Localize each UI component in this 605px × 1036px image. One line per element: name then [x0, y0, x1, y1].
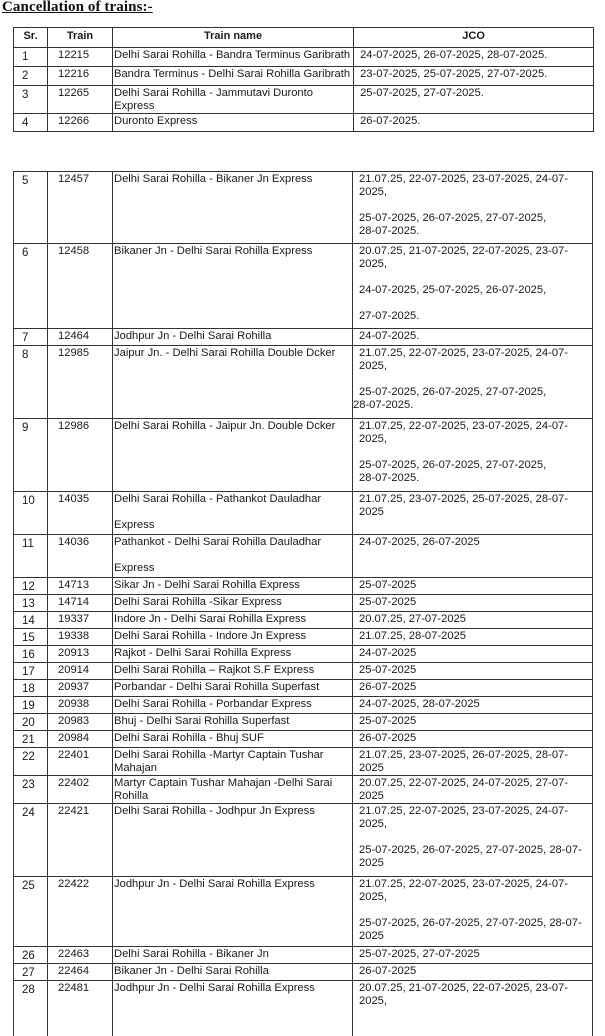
train-number-cell: 20937	[48, 680, 113, 697]
train-name-cell	[113, 731, 353, 748]
train-name-cell	[113, 776, 353, 804]
jco-date-line: 25-07-2025, 26-07-2025, 27-07-2025, 28-07-	[359, 917, 582, 929]
table-row	[14, 86, 594, 114]
train-name-line: Rohilla	[114, 790, 149, 802]
serial-number-cell: 3	[14, 86, 48, 114]
jco-dates-cell	[353, 578, 593, 595]
train-name-line: Bikaner Jn - Delhi Sarai Rohilla Express	[114, 245, 313, 257]
jco-date-line: 28-07-2025.	[359, 472, 420, 484]
jco-dates-cell	[353, 492, 593, 535]
jco-dates-cell	[353, 346, 593, 419]
jco-date-line: 2025	[359, 930, 384, 942]
train-name-line: Jodhpur Jn - Delhi Sarai Rohilla	[114, 330, 272, 342]
header-jco: JCO	[354, 28, 594, 48]
train-name-cell	[113, 86, 354, 114]
jco-date-line	[359, 904, 589, 917]
table-row	[14, 981, 593, 1036]
serial-number-cell: 27	[14, 964, 48, 981]
cancellation-table-part-1	[13, 27, 594, 132]
header-train: Train	[48, 28, 113, 48]
jco-dates-cell	[353, 419, 593, 492]
train-number-cell: 22464	[48, 964, 113, 981]
table-row	[14, 629, 593, 646]
serial-number-cell: 28	[14, 981, 48, 1036]
jco-dates-cell	[353, 329, 593, 346]
table-row	[14, 776, 593, 804]
serial-number-cell: 15	[14, 629, 48, 646]
page-title: Cancellation of trains:-	[2, 0, 153, 15]
jco-date-line: 25-07-2025, 27-07-2025	[359, 948, 480, 960]
train-name-line: Delhi Sarai Rohilla -Martyr Captain Tushar	[114, 749, 324, 761]
jco-date-line: 24-07-2025, 26-07-2025, 28-07-2025.	[360, 49, 548, 61]
jco-date-line: 21.07.25, 22-07-2025, 23-07-2025, 24-07-	[359, 173, 568, 185]
train-number-cell: 20938	[48, 697, 113, 714]
jco-date-line: 2025	[359, 506, 384, 518]
train-number-cell: 22421	[48, 804, 113, 877]
jco-dates-cell	[354, 114, 594, 132]
serial-number-cell: 26	[14, 947, 48, 964]
serial-number-cell: 17	[14, 663, 48, 680]
jco-date-line: 20.07.25, 21-07-2025, 22-07-2025, 23-07-	[359, 982, 568, 994]
serial-number-cell: 12	[14, 578, 48, 595]
serial-number-cell: 10	[14, 492, 48, 535]
serial-number-cell: 21	[14, 731, 48, 748]
train-name-line: Porbandar - Delhi Sarai Rohilla Superfast	[114, 681, 320, 693]
train-name-line: Sikar Jn - Delhi Sarai Rohilla Express	[114, 579, 300, 591]
serial-number-cell: 25	[14, 877, 48, 947]
train-name-cell	[113, 877, 353, 947]
serial-number-cell: 7	[14, 329, 48, 346]
train-name-line: Delhi Sarai Rohilla - Jaipur Jn. Double Dcker	[114, 420, 336, 432]
serial-number-cell: 5	[14, 172, 48, 244]
table-row	[14, 535, 593, 578]
train-number-cell: 12216	[48, 67, 113, 86]
jco-dates-cell	[353, 776, 593, 804]
train-name-cell	[113, 595, 353, 612]
jco-date-line: 25-07-2025, 26-07-2025, 27-07-2025,	[359, 386, 547, 398]
train-name-line: Delhi Sarai Rohilla -Sikar Express	[114, 596, 282, 608]
train-name-cell	[113, 535, 353, 578]
jco-date-line	[359, 199, 589, 212]
serial-number-cell: 18	[14, 680, 48, 697]
train-number-cell: 12458	[48, 244, 113, 329]
table-row	[14, 419, 593, 492]
train-number-cell: 14036	[48, 535, 113, 578]
table-row	[14, 731, 593, 748]
jco-dates-cell	[353, 731, 593, 748]
jco-dates-cell	[353, 629, 593, 646]
table-row	[14, 48, 594, 67]
train-number-cell: 22402	[48, 776, 113, 804]
train-name-cell	[113, 947, 353, 964]
train-name-line: Bikaner Jn - Delhi Sarai Rohilla	[114, 965, 269, 977]
train-name-line: Express	[114, 562, 155, 574]
jco-date-line: 25-07-2025	[359, 579, 417, 591]
train-number-cell: 20913	[48, 646, 113, 663]
jco-date-line: 2025,	[359, 891, 387, 903]
serial-number-cell: 23	[14, 776, 48, 804]
train-name-cell	[113, 244, 353, 329]
jco-dates-cell	[354, 48, 594, 67]
jco-date-line: 26-07-2025	[359, 681, 417, 693]
train-number-cell: 20983	[48, 714, 113, 731]
serial-number-cell: 2	[14, 67, 48, 86]
train-name-cell	[113, 67, 354, 86]
train-name-line: Martyr Captain Tushar Mahajan -Delhi Sarai	[114, 777, 333, 789]
train-name-cell	[113, 697, 353, 714]
train-name-line: Pathankot - Delhi Sarai Rohilla Dauladhar	[114, 536, 322, 548]
train-number-cell: 20914	[48, 663, 113, 680]
jco-date-line: 2025	[359, 790, 384, 802]
table-row	[14, 492, 593, 535]
jco-date-line: 26-07-2025	[359, 732, 417, 744]
table-row	[14, 595, 593, 612]
jco-dates-cell	[353, 947, 593, 964]
train-number-cell: 14035	[48, 492, 113, 535]
jco-date-line: 2025,	[359, 360, 387, 372]
jco-dates-cell	[353, 172, 593, 244]
jco-dates-cell	[353, 964, 593, 981]
train-number-cell: 19337	[48, 612, 113, 629]
serial-number-cell: 8	[14, 346, 48, 419]
jco-dates-cell	[353, 804, 593, 877]
train-number-cell: 12265	[48, 86, 113, 114]
jco-date-line: 2025,	[359, 818, 387, 830]
train-number-cell: 22463	[48, 947, 113, 964]
train-number-cell: 19338	[48, 629, 113, 646]
jco-dates-cell	[353, 663, 593, 680]
jco-date-line: 25-07-2025, 27-07-2025.	[360, 87, 484, 99]
serial-number-cell: 13	[14, 595, 48, 612]
serial-number-cell: 9	[14, 419, 48, 492]
jco-date-line: 25-07-2025, 26-07-2025, 27-07-2025, 28-07-	[359, 844, 582, 856]
train-name-line: Mahajan	[114, 762, 157, 774]
jco-date-line: 20.07.25, 22-07-2025, 24-07-2025, 27-07-	[359, 777, 568, 789]
jco-date-line: 26-07-2025.	[360, 115, 421, 127]
train-name-cell	[113, 329, 353, 346]
jco-date-line: 25-07-2025, 26-07-2025, 27-07-2025,	[359, 459, 547, 471]
jco-dates-cell	[353, 877, 593, 947]
train-name-line: Delhi Sarai Rohilla - Bhuj SUF	[114, 732, 264, 744]
train-name-cell	[113, 646, 353, 663]
train-name-cell	[113, 748, 353, 776]
jco-date-line: 24-07-2025	[359, 647, 417, 659]
train-name-cell	[113, 612, 353, 629]
train-number-cell: 14714	[48, 595, 113, 612]
jco-date-line: 25-07-2025	[359, 715, 417, 727]
train-name-cell	[113, 680, 353, 697]
train-name-line: Delhi Sarai Rohilla - Bandra Terminus Garibrath	[114, 49, 351, 61]
jco-dates-cell	[353, 714, 593, 731]
train-number-cell: 12986	[48, 419, 113, 492]
jco-dates-cell	[354, 67, 594, 86]
jco-date-line: 2025	[359, 762, 384, 774]
train-number-cell: 12985	[48, 346, 113, 419]
train-number-cell: 22481	[48, 981, 113, 1036]
train-name-line: Delhi Sarai Rohilla - Jodhpur Jn Express	[114, 805, 315, 817]
serial-number-cell: 14	[14, 612, 48, 629]
jco-date-line: 21.07.25, 22-07-2025, 23-07-2025, 24-07-	[359, 805, 568, 817]
jco-date-line: 21.07.25, 22-07-2025, 23-07-2025, 24-07-	[359, 347, 568, 359]
table-row	[14, 877, 593, 947]
jco-dates-cell	[354, 86, 594, 114]
serial-number-cell: 24	[14, 804, 48, 877]
serial-number-cell: 11	[14, 535, 48, 578]
jco-date-line: 25-07-2025	[359, 664, 417, 676]
jco-date-line: 24-07-2025, 26-07-2025	[359, 536, 480, 548]
table-row	[14, 804, 593, 877]
train-name-cell	[113, 419, 353, 492]
train-name-line: Delhi Sarai Rohilla - Porbandar Express	[114, 698, 312, 710]
train-name-cell	[113, 981, 353, 1036]
train-name-cell	[113, 804, 353, 877]
jco-date-line: 2025,	[359, 258, 387, 270]
jco-dates-cell	[353, 697, 593, 714]
jco-date-line: 20.07.25, 21-07-2025, 22-07-2025, 23-07-	[359, 245, 568, 257]
jco-date-line	[359, 271, 589, 284]
table-row	[14, 663, 593, 680]
jco-date-line: 21.07.25, 22-07-2025, 23-07-2025, 24-07-	[359, 420, 568, 432]
jco-date-line: 25-07-2025	[359, 596, 417, 608]
serial-number-cell: 1	[14, 48, 48, 67]
train-name-line: Indore Jn - Delhi Sarai Rohilla Express	[114, 613, 307, 625]
jco-date-line: 26-07-2025	[359, 965, 417, 977]
jco-date-line	[359, 446, 589, 459]
train-name-line: Express	[114, 519, 155, 531]
jco-date-line: 28-07-2025.	[359, 225, 420, 237]
train-name-line: Duronto Express	[114, 115, 198, 127]
table-row	[14, 329, 593, 346]
table-row	[14, 612, 593, 629]
jco-dates-cell	[353, 244, 593, 329]
train-name-line: Delhi Sarai Rohilla - Bikaner Jn Express	[114, 173, 313, 185]
serial-number-cell: 16	[14, 646, 48, 663]
table-row	[14, 714, 593, 731]
jco-dates-cell	[353, 748, 593, 776]
jco-date-line: 2025,	[359, 995, 387, 1007]
train-name-line: Delhi Sarai Rohilla - Pathankot Dauladhar	[114, 493, 322, 505]
train-number-cell: 22401	[48, 748, 113, 776]
jco-date-line	[359, 373, 589, 386]
jco-date-line: 21.07.25, 23-07-2025, 25-07-2025, 28-07-	[359, 493, 568, 505]
train-name-line: Delhi Sarai Rohilla - Bikaner Jn	[114, 948, 269, 960]
jco-date-line: 28-07-2025.	[353, 399, 414, 411]
serial-number-cell: 6	[14, 244, 48, 329]
train-name-cell	[113, 964, 353, 981]
train-number-cell: 12215	[48, 48, 113, 67]
train-name-line: Express	[114, 100, 155, 112]
train-name-cell	[113, 172, 353, 244]
table-row	[14, 646, 593, 663]
train-name-line: Delhi Sarai Rohilla - Jammutavi Duronto	[114, 87, 313, 99]
jco-date-line: 24-07-2025, 25-07-2025, 26-07-2025,	[359, 284, 547, 296]
train-name-cell	[113, 48, 354, 67]
jco-dates-cell	[353, 612, 593, 629]
header-sr: Sr.	[14, 28, 48, 48]
jco-dates-cell	[353, 646, 593, 663]
train-number-cell: 22422	[48, 877, 113, 947]
table-row	[14, 578, 593, 595]
jco-date-line	[359, 831, 589, 844]
serial-number-cell: 22	[14, 748, 48, 776]
train-name-cell	[113, 346, 353, 419]
train-name-line: Delhi Sarai Rohilla - Indore Jn Express	[114, 630, 307, 642]
train-name-line: Jodhpur Jn - Delhi Sarai Rohilla Express	[114, 982, 315, 994]
table-row	[14, 748, 593, 776]
table-row	[14, 947, 593, 964]
jco-date-line: 21.07.25, 28-07-2025	[359, 630, 466, 642]
train-name-line: Jodhpur Jn - Delhi Sarai Rohilla Express	[114, 878, 315, 890]
train-number-cell: 12266	[48, 114, 113, 132]
train-name-line: Rajkot - Delhi Sarai Rohilla Express	[114, 647, 292, 659]
jco-date-line: 25-07-2025, 26-07-2025, 27-07-2025,	[359, 212, 547, 224]
train-name-cell	[113, 663, 353, 680]
train-name-cell	[113, 714, 353, 731]
train-number-cell: 14713	[48, 578, 113, 595]
serial-number-cell: 19	[14, 697, 48, 714]
jco-dates-cell	[353, 535, 593, 578]
jco-date-line: 2025,	[359, 186, 387, 198]
train-name-cell	[113, 492, 353, 535]
table-header-row	[14, 28, 594, 48]
jco-date-line: 24-07-2025, 28-07-2025	[359, 698, 480, 710]
train-name-cell	[113, 114, 354, 132]
table-row	[14, 964, 593, 981]
table-row	[14, 67, 594, 86]
table-row	[14, 697, 593, 714]
jco-date-line	[359, 297, 589, 310]
serial-number-cell: 20	[14, 714, 48, 731]
train-number-cell: 20984	[48, 731, 113, 748]
serial-number-cell: 4	[14, 114, 48, 132]
jco-date-line: 2025,	[359, 433, 387, 445]
jco-date-line: 21.07.25, 23-07-2025, 26-07-2025, 28-07-	[359, 749, 568, 761]
jco-date-line: 2025	[359, 857, 384, 869]
train-name-line: Jaipur Jn. - Delhi Sarai Rohilla Double Dcker	[114, 347, 336, 359]
table-row	[14, 172, 593, 244]
train-name-line	[114, 506, 349, 519]
table-row	[14, 244, 593, 329]
jco-date-line: 20.07.25, 27-07-2025	[359, 613, 466, 625]
table-row	[14, 114, 594, 132]
jco-date-line: 27-07-2025.	[359, 310, 420, 322]
train-name-line: Bhuj - Delhi Sarai Rohilla Superfast	[114, 715, 290, 727]
train-name-line: Delhi Sarai Rohilla – Rajkot S.F Express	[114, 664, 315, 676]
train-number-cell: 12457	[48, 172, 113, 244]
cancellation-table-part-2	[13, 171, 593, 1036]
jco-date-line: 21.07.25, 22-07-2025, 23-07-2025, 24-07-	[359, 878, 568, 890]
train-name-cell	[113, 578, 353, 595]
train-name-line	[114, 549, 349, 562]
header-train-name: Train name	[113, 28, 354, 48]
table-row	[14, 346, 593, 419]
train-name-cell	[113, 629, 353, 646]
jco-dates-cell	[353, 680, 593, 697]
jco-dates-cell	[353, 981, 593, 1036]
jco-date-line: 24-07-2025.	[359, 330, 420, 342]
train-name-line: Bandra Terminus - Delhi Sarai Rohilla Garibrath	[114, 68, 351, 80]
table-row	[14, 680, 593, 697]
jco-dates-cell	[353, 595, 593, 612]
train-number-cell: 12464	[48, 329, 113, 346]
jco-date-line: 23-07-2025, 25-07-2025, 27-07-2025.	[360, 68, 548, 80]
